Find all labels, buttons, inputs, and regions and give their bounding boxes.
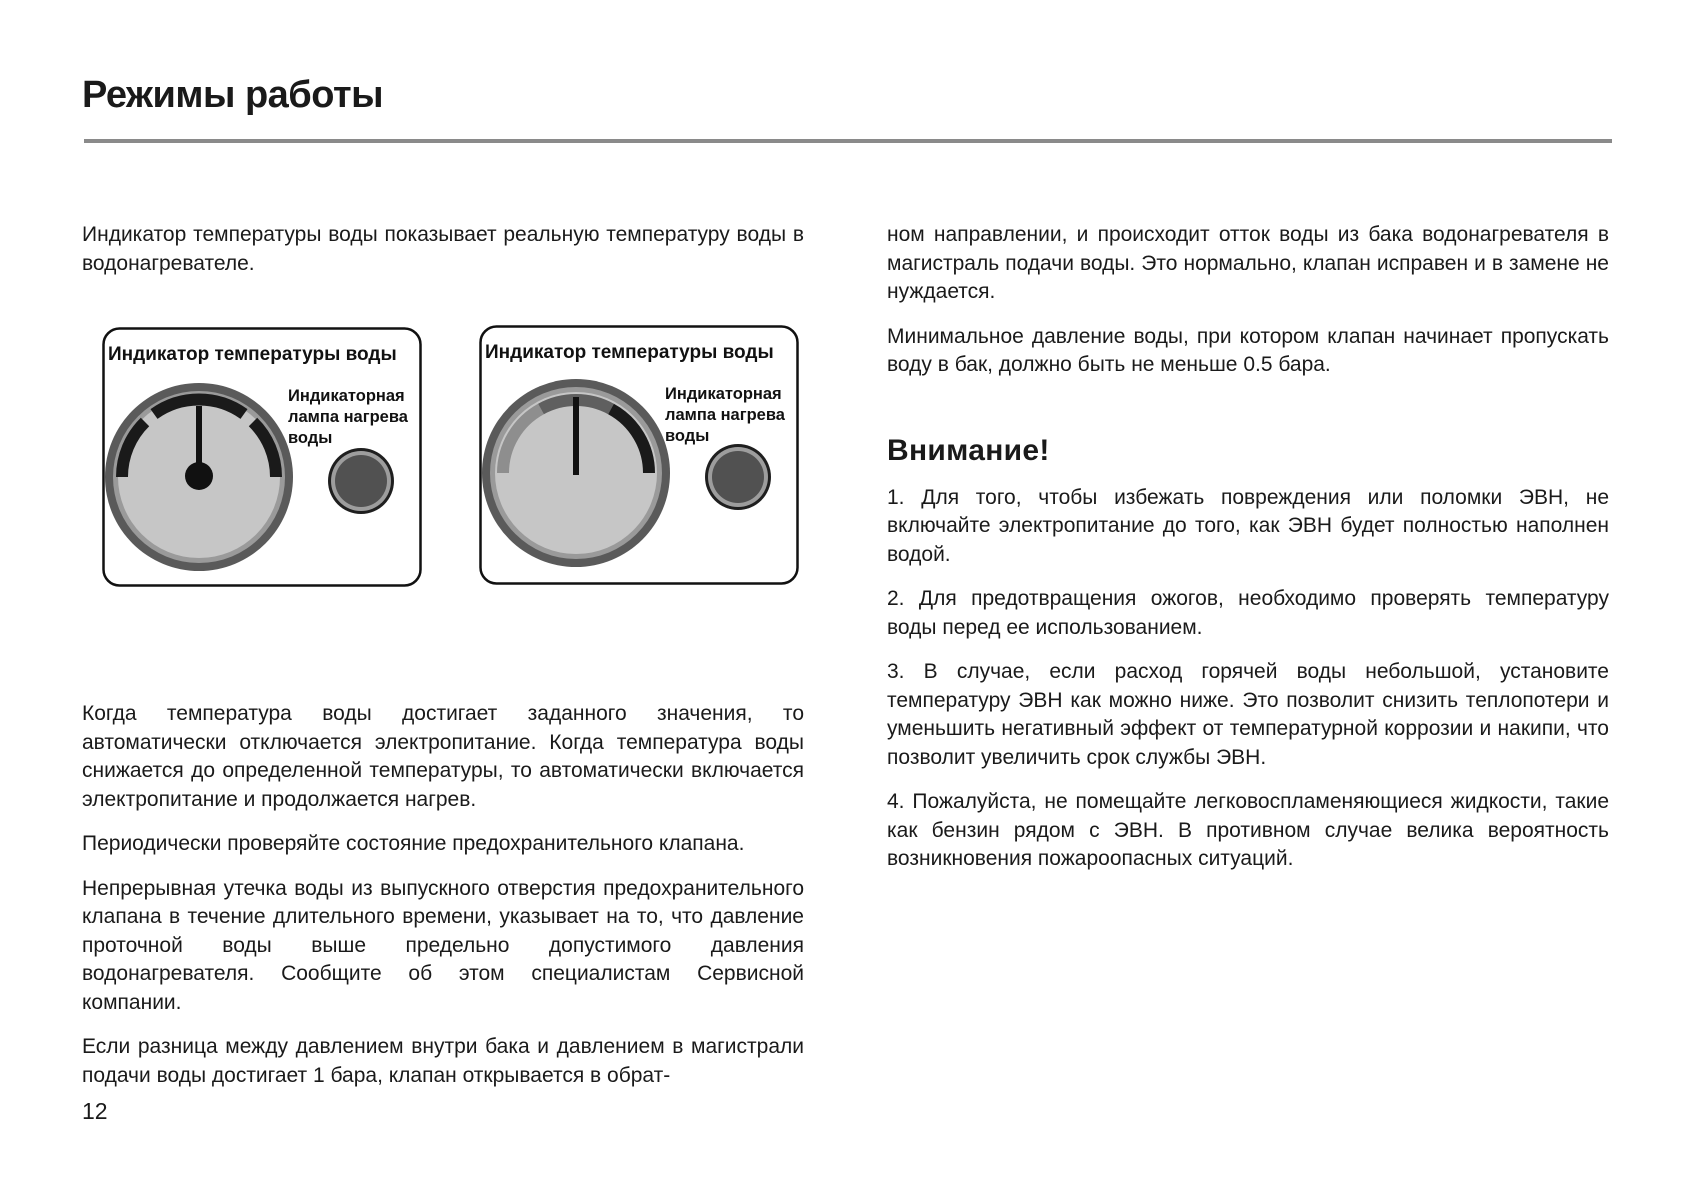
title-divider: [84, 139, 1612, 143]
thermometer-dial-icon: [482, 379, 670, 567]
body-paragraph: ном направлении, и происходит отток воды из бака водонагревателя в магистраль подачи воды. Это нормально, клапан исправен и в замене не нуждается.: [887, 223, 1609, 303]
heating-lamp-icon: [328, 448, 394, 514]
body-paragraph: Если разница между давлением внутри бака и давлением в магистрали подачи воды достигает 1 бара, клапан открывается в обрат-: [82, 1035, 804, 1087]
right-column: [887, 221, 1609, 890]
heating-lamp-icon: [705, 444, 771, 510]
indicator-title: Индикатор температуры воды: [108, 344, 397, 365]
lamp-label-line-3: воды: [665, 427, 710, 445]
body-paragraph: Минимальное давление воды, при котором клапан начинает пропускать воду в бак, должно быть не меньше 0.5 бара.: [887, 324, 1609, 376]
temperature-indicator-diagram-cold: [102, 327, 422, 587]
warning-title: Внимание!: [887, 433, 1050, 467]
warning-item: 2. Для предотвращения ожогов, необходимо проверять температуру воды перед ее использованием.: [887, 587, 1609, 639]
indicator-panel-svg: [479, 325, 799, 585]
lamp-label-line-3: воды: [288, 429, 333, 447]
page-number: 12: [82, 1098, 108, 1124]
lamp-label-line-2: лампа нагрева: [288, 408, 408, 426]
left-column: [82, 221, 804, 294]
body-paragraph: Когда температура воды достигает заданного значения, то автоматически отключается электропитание. Когда температура воды снижается до определенной температуры, то автоматически включается электропитание и продолжается нагрев.: [82, 702, 804, 811]
warning-item: 1. Для того, чтобы избежать повреждения или поломки ЭВН, не включайте электропитание до того, как ЭВН будет полностью наполнен водой.: [887, 485, 1609, 566]
indicator-title: Индикатор температуры воды: [485, 342, 774, 363]
left-column-lower: [82, 700, 804, 1106]
body-paragraph: Непрерывная утечка воды из выпускного отверстия предохранительного клапана в течение длительного времени, указывает на то, что давление проточной воды выше предельно допустимого давления водонагревателя. Сообщите об этом специалистам Сервисной компании.: [82, 876, 804, 1014]
warning-item: 3. В случае, если расход горячей воды небольшой, установите температуру ЭВН как можно ниже. Это позволит снизить теплопотери и уменьшить негативный эффект от температурной коррозии и накипи, что позволит увеличить срок службы ЭВН.: [887, 660, 1609, 769]
body-paragraph: Периодически проверяйте состояние предохранительного клапана.: [82, 832, 745, 855]
intro-paragraph: Индикатор температуры воды показывает реальную температуру воды в водонагревателе.: [82, 223, 804, 275]
thermometer-dial-icon: [105, 383, 293, 571]
lamp-label-line-1: Индикаторная: [665, 385, 782, 403]
lamp-label-line-1: Индикаторная: [288, 387, 405, 405]
lamp-label-line-2: лампа нагрева: [665, 406, 785, 424]
indicator-panel-svg: [102, 327, 422, 587]
temperature-indicator-diagram-hot: [479, 325, 799, 585]
page-title: Режимы работы: [82, 74, 384, 116]
warning-item: 4. Пожалуйста, не помещайте легковоспламеняющиеся жидкости, такие как бензин рядом с ЭВН. В противном случае велика вероятность возникновения пожароопасных ситуаций.: [887, 790, 1609, 870]
warning-section: [887, 434, 1609, 874]
